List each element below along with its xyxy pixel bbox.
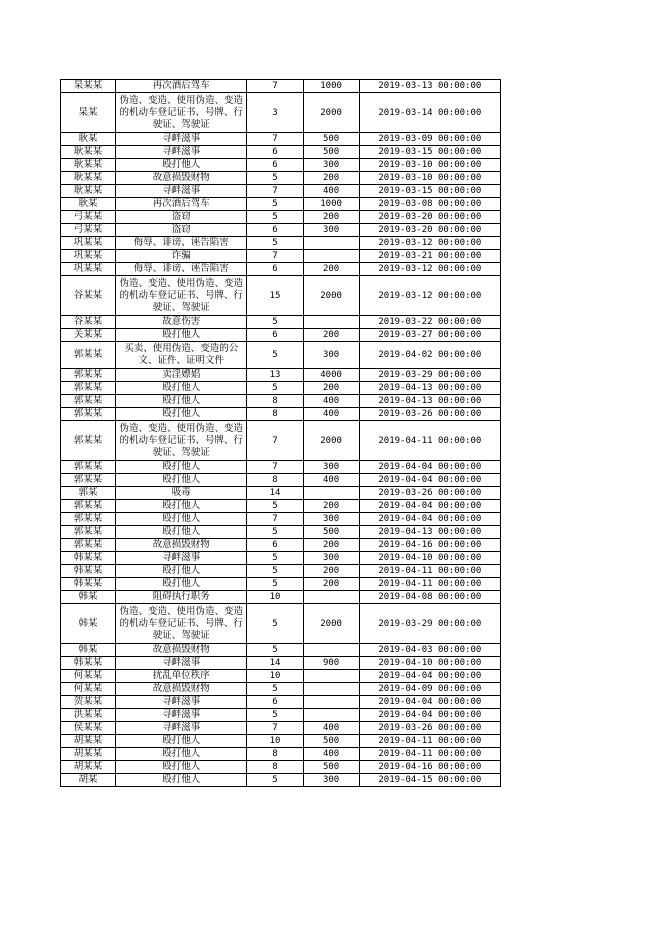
date-cell: 2019-04-13 00:00:00 <box>359 382 500 395</box>
days-cell: 5 <box>247 774 303 787</box>
offense-cell: 扰乱单位秩序 <box>116 670 247 683</box>
name-cell: 耿某 <box>61 198 116 211</box>
table-row <box>61 644 501 657</box>
fine-cell: 1000 <box>303 198 359 211</box>
days-cell: 6 <box>247 539 303 552</box>
table-row <box>61 748 501 761</box>
date-cell: 2019-03-29 00:00:00 <box>359 604 500 644</box>
name-cell: 何某某 <box>61 670 116 683</box>
days-cell: 8 <box>247 395 303 408</box>
fine-cell: 300 <box>303 159 359 172</box>
table-row <box>61 395 501 408</box>
date-cell: 2019-04-02 00:00:00 <box>359 342 500 369</box>
offense-cell: 侮辱、诽谤、诬告陷害 <box>116 237 247 250</box>
date-cell: 2019-04-04 00:00:00 <box>359 709 500 722</box>
fine-cell: 400 <box>303 395 359 408</box>
name-cell: 韩某 <box>61 644 116 657</box>
name-cell: 郭某某 <box>61 539 116 552</box>
table-row <box>61 565 501 578</box>
name-cell: 郭某某 <box>61 513 116 526</box>
name-cell: 郭某某 <box>61 395 116 408</box>
fine-cell: 200 <box>303 382 359 395</box>
table-row <box>61 342 501 369</box>
name-cell: 何某某 <box>61 683 116 696</box>
name-cell: 耿某某 <box>61 172 116 185</box>
table-row <box>61 93 501 133</box>
table-row <box>61 474 501 487</box>
name-cell: 郭某某 <box>61 421 116 461</box>
date-cell: 2019-03-21 00:00:00 <box>359 250 500 263</box>
fine-cell: 200 <box>303 578 359 591</box>
offense-cell: 吸毒 <box>116 487 247 500</box>
name-cell: 弓某某 <box>61 224 116 237</box>
offense-cell: 殴打他人 <box>116 395 247 408</box>
offense-cell: 故意损毁财物 <box>116 172 247 185</box>
name-cell: 杲某某 <box>61 80 116 93</box>
name-cell: 胡某某 <box>61 748 116 761</box>
date-cell: 2019-03-10 00:00:00 <box>359 159 500 172</box>
table-row <box>61 461 501 474</box>
name-cell: 侯某某 <box>61 722 116 735</box>
table-row <box>61 735 501 748</box>
name-cell: 韩某某 <box>61 578 116 591</box>
days-cell: 7 <box>247 80 303 93</box>
table-row <box>61 211 501 224</box>
date-cell: 2019-03-29 00:00:00 <box>359 369 500 382</box>
date-cell: 2019-03-15 00:00:00 <box>359 185 500 198</box>
table-row <box>61 146 501 159</box>
name-cell: 郭某某 <box>61 461 116 474</box>
days-cell: 15 <box>247 276 303 316</box>
date-cell: 2019-04-10 00:00:00 <box>359 552 500 565</box>
fine-cell: 200 <box>303 329 359 342</box>
days-cell: 8 <box>247 474 303 487</box>
date-cell: 2019-04-04 00:00:00 <box>359 513 500 526</box>
offense-cell: 再次酒后驾车 <box>116 80 247 93</box>
table-row <box>61 185 501 198</box>
date-cell: 2019-03-08 00:00:00 <box>359 198 500 211</box>
name-cell: 贺某某 <box>61 696 116 709</box>
offense-cell: 诈骗 <box>116 250 247 263</box>
table-row <box>61 683 501 696</box>
days-cell: 7 <box>247 250 303 263</box>
days-cell: 7 <box>247 185 303 198</box>
name-cell: 谷某某 <box>61 316 116 329</box>
offense-cell: 寻衅滋事 <box>116 722 247 735</box>
days-cell: 5 <box>247 382 303 395</box>
name-cell: 郭某某 <box>61 408 116 421</box>
table-row <box>61 369 501 382</box>
offense-cell: 殴打他人 <box>116 461 247 474</box>
fine-cell: 500 <box>303 735 359 748</box>
offense-cell: 殴打他人 <box>116 735 247 748</box>
date-cell: 2019-03-26 00:00:00 <box>359 408 500 421</box>
table-row <box>61 80 501 93</box>
days-cell: 5 <box>247 709 303 722</box>
days-cell: 6 <box>247 224 303 237</box>
days-cell: 10 <box>247 591 303 604</box>
fine-cell: 300 <box>303 774 359 787</box>
table-row <box>61 159 501 172</box>
name-cell: 韩某某 <box>61 565 116 578</box>
table-row <box>61 224 501 237</box>
date-cell: 2019-03-26 00:00:00 <box>359 722 500 735</box>
date-cell: 2019-03-13 00:00:00 <box>359 80 500 93</box>
name-cell: 巩某某 <box>61 250 116 263</box>
table-row <box>61 526 501 539</box>
date-cell: 2019-04-11 00:00:00 <box>359 735 500 748</box>
table-row <box>61 539 501 552</box>
fine-cell: 2000 <box>303 93 359 133</box>
days-cell: 5 <box>247 172 303 185</box>
offense-cell: 卖淫嫖娼 <box>116 369 247 382</box>
offense-cell: 殴打他人 <box>116 474 247 487</box>
date-cell: 2019-04-10 00:00:00 <box>359 657 500 670</box>
table-row <box>61 172 501 185</box>
date-cell: 2019-04-04 00:00:00 <box>359 474 500 487</box>
date-cell: 2019-03-12 00:00:00 <box>359 276 500 316</box>
table-row <box>61 198 501 211</box>
name-cell: 耿某某 <box>61 159 116 172</box>
name-cell: 郭某某 <box>61 342 116 369</box>
table-row <box>61 421 501 461</box>
days-cell: 5 <box>247 316 303 329</box>
table-row <box>61 487 501 500</box>
date-cell: 2019-03-12 00:00:00 <box>359 263 500 276</box>
fine-cell: 2000 <box>303 276 359 316</box>
date-cell: 2019-03-10 00:00:00 <box>359 172 500 185</box>
name-cell: 弓某某 <box>61 211 116 224</box>
name-cell: 杲某 <box>61 93 116 133</box>
table-row <box>61 263 501 276</box>
fine-cell <box>303 250 359 263</box>
fine-cell: 2000 <box>303 604 359 644</box>
name-cell: 巩某某 <box>61 263 116 276</box>
offense-cell: 故意损毁财物 <box>116 683 247 696</box>
table-row <box>61 657 501 670</box>
days-cell: 10 <box>247 670 303 683</box>
fine-cell <box>303 237 359 250</box>
fine-cell <box>303 683 359 696</box>
days-cell: 5 <box>247 578 303 591</box>
offense-cell: 伪造、变造、使用伪造、变造的机动车登记证书、号牌、行驶证、驾驶证 <box>116 276 247 316</box>
days-cell: 13 <box>247 369 303 382</box>
date-cell: 2019-03-22 00:00:00 <box>359 316 500 329</box>
fine-cell: 900 <box>303 657 359 670</box>
date-cell: 2019-04-13 00:00:00 <box>359 395 500 408</box>
name-cell: 洪某某 <box>61 709 116 722</box>
days-cell: 10 <box>247 735 303 748</box>
table-row <box>61 250 501 263</box>
date-cell: 2019-04-03 00:00:00 <box>359 644 500 657</box>
fine-cell: 500 <box>303 526 359 539</box>
days-cell: 14 <box>247 487 303 500</box>
offense-cell: 买卖、使用伪造、变造的公文、证件、证明文件 <box>116 342 247 369</box>
offense-cell: 殴打他人 <box>116 526 247 539</box>
table-row <box>61 604 501 644</box>
date-cell: 2019-03-09 00:00:00 <box>359 133 500 146</box>
offense-cell: 伪造、变造、使用伪造、变造的机动车登记证书、号牌、行驶证、驾驶证 <box>116 421 247 461</box>
days-cell: 5 <box>247 552 303 565</box>
table-row <box>61 696 501 709</box>
fine-cell: 200 <box>303 565 359 578</box>
table-row <box>61 237 501 250</box>
days-cell: 5 <box>247 565 303 578</box>
records-body <box>61 80 501 787</box>
fine-cell: 500 <box>303 133 359 146</box>
fine-cell: 500 <box>303 146 359 159</box>
offense-cell: 寻衅滋事 <box>116 185 247 198</box>
offense-cell: 盗窃 <box>116 224 247 237</box>
fine-cell: 500 <box>303 761 359 774</box>
name-cell: 谷某某 <box>61 276 116 316</box>
offense-cell: 寻衅滋事 <box>116 552 247 565</box>
days-cell: 6 <box>247 329 303 342</box>
table-row <box>61 709 501 722</box>
date-cell: 2019-03-20 00:00:00 <box>359 211 500 224</box>
date-cell: 2019-04-15 00:00:00 <box>359 774 500 787</box>
offense-cell: 寻衅滋事 <box>116 709 247 722</box>
name-cell: 耿某 <box>61 133 116 146</box>
fine-cell: 400 <box>303 185 359 198</box>
date-cell: 2019-03-12 00:00:00 <box>359 237 500 250</box>
fine-cell: 200 <box>303 211 359 224</box>
name-cell: 胡某 <box>61 774 116 787</box>
date-cell: 2019-04-16 00:00:00 <box>359 761 500 774</box>
offense-cell: 殴打他人 <box>116 565 247 578</box>
offense-cell: 殴打他人 <box>116 578 247 591</box>
fine-cell: 300 <box>303 513 359 526</box>
date-cell: 2019-04-09 00:00:00 <box>359 683 500 696</box>
fine-cell <box>303 709 359 722</box>
name-cell: 耿某某 <box>61 146 116 159</box>
fine-cell: 400 <box>303 722 359 735</box>
name-cell: 郭某某 <box>61 382 116 395</box>
table-row <box>61 382 501 395</box>
name-cell: 关某某 <box>61 329 116 342</box>
date-cell: 2019-04-04 00:00:00 <box>359 500 500 513</box>
date-cell: 2019-04-04 00:00:00 <box>359 670 500 683</box>
table-row <box>61 722 501 735</box>
name-cell: 郭某某 <box>61 369 116 382</box>
name-cell: 郭某 <box>61 487 116 500</box>
fine-cell: 300 <box>303 461 359 474</box>
days-cell: 6 <box>247 146 303 159</box>
fine-cell: 200 <box>303 539 359 552</box>
table-row <box>61 552 501 565</box>
days-cell: 8 <box>247 408 303 421</box>
date-cell: 2019-04-13 00:00:00 <box>359 526 500 539</box>
fine-cell <box>303 487 359 500</box>
days-cell: 14 <box>247 657 303 670</box>
days-cell: 7 <box>247 421 303 461</box>
days-cell: 6 <box>247 159 303 172</box>
date-cell: 2019-03-15 00:00:00 <box>359 146 500 159</box>
fine-cell <box>303 696 359 709</box>
days-cell: 5 <box>247 500 303 513</box>
table-row <box>61 591 501 604</box>
date-cell: 2019-04-11 00:00:00 <box>359 565 500 578</box>
offense-cell: 阻碍执行职务 <box>116 591 247 604</box>
days-cell: 6 <box>247 263 303 276</box>
offense-cell: 殴打他人 <box>116 408 247 421</box>
fine-cell: 200 <box>303 172 359 185</box>
days-cell: 6 <box>247 696 303 709</box>
date-cell: 2019-04-11 00:00:00 <box>359 748 500 761</box>
name-cell: 郭某某 <box>61 474 116 487</box>
days-cell: 5 <box>247 342 303 369</box>
fine-cell: 300 <box>303 342 359 369</box>
name-cell: 耿某某 <box>61 185 116 198</box>
date-cell: 2019-03-27 00:00:00 <box>359 329 500 342</box>
fine-cell: 200 <box>303 263 359 276</box>
offense-cell: 寻衅滋事 <box>116 696 247 709</box>
offense-cell: 故意损毁财物 <box>116 539 247 552</box>
days-cell: 5 <box>247 526 303 539</box>
days-cell: 7 <box>247 133 303 146</box>
table-row <box>61 329 501 342</box>
date-cell: 2019-04-11 00:00:00 <box>359 421 500 461</box>
days-cell: 7 <box>247 461 303 474</box>
name-cell: 巩某某 <box>61 237 116 250</box>
table-row <box>61 133 501 146</box>
offense-cell: 寻衅滋事 <box>116 133 247 146</box>
days-cell: 3 <box>247 93 303 133</box>
offense-cell: 侮辱、诽谤、诬告陷害 <box>116 263 247 276</box>
table-row <box>61 670 501 683</box>
fine-cell: 4000 <box>303 369 359 382</box>
fine-cell: 300 <box>303 224 359 237</box>
date-cell: 2019-04-04 00:00:00 <box>359 461 500 474</box>
name-cell: 韩某某 <box>61 657 116 670</box>
fine-cell <box>303 591 359 604</box>
days-cell: 5 <box>247 198 303 211</box>
date-cell: 2019-04-08 00:00:00 <box>359 591 500 604</box>
offense-cell: 殴打他人 <box>116 500 247 513</box>
offense-cell: 寻衅滋事 <box>116 146 247 159</box>
date-cell: 2019-04-11 00:00:00 <box>359 578 500 591</box>
fine-cell: 400 <box>303 408 359 421</box>
table-row <box>61 316 501 329</box>
offense-cell: 殴打他人 <box>116 382 247 395</box>
offense-cell: 故意伤害 <box>116 316 247 329</box>
days-cell: 5 <box>247 237 303 250</box>
table-row <box>61 513 501 526</box>
name-cell: 郭某某 <box>61 526 116 539</box>
fine-cell <box>303 670 359 683</box>
days-cell: 5 <box>247 683 303 696</box>
offense-cell: 殴打他人 <box>116 748 247 761</box>
date-cell: 2019-04-16 00:00:00 <box>359 539 500 552</box>
date-cell: 2019-03-20 00:00:00 <box>359 224 500 237</box>
days-cell: 7 <box>247 722 303 735</box>
name-cell: 韩某 <box>61 604 116 644</box>
fine-cell: 200 <box>303 500 359 513</box>
fine-cell: 400 <box>303 748 359 761</box>
days-cell: 5 <box>247 604 303 644</box>
table-row <box>61 500 501 513</box>
fine-cell: 2000 <box>303 421 359 461</box>
offense-cell: 殴打他人 <box>116 761 247 774</box>
days-cell: 5 <box>247 644 303 657</box>
fine-cell: 1000 <box>303 80 359 93</box>
offense-cell: 故意损毁财物 <box>116 644 247 657</box>
name-cell: 郭某某 <box>61 500 116 513</box>
offense-cell: 殴打他人 <box>116 329 247 342</box>
name-cell: 韩某 <box>61 591 116 604</box>
offense-cell: 寻衅滋事 <box>116 657 247 670</box>
date-cell: 2019-03-26 00:00:00 <box>359 487 500 500</box>
days-cell: 5 <box>247 211 303 224</box>
name-cell: 胡某某 <box>61 761 116 774</box>
days-cell: 8 <box>247 748 303 761</box>
fine-cell <box>303 644 359 657</box>
offense-cell: 再次酒后驾车 <box>116 198 247 211</box>
offense-cell: 殴打他人 <box>116 513 247 526</box>
days-cell: 8 <box>247 761 303 774</box>
date-cell: 2019-04-04 00:00:00 <box>359 696 500 709</box>
offense-cell: 殴打他人 <box>116 774 247 787</box>
table-row <box>61 761 501 774</box>
date-cell: 2019-03-14 00:00:00 <box>359 93 500 133</box>
records-table <box>60 79 501 787</box>
table-row <box>61 578 501 591</box>
fine-cell: 400 <box>303 474 359 487</box>
offense-cell: 伪造、变造、使用伪造、变造的机动车登记证书、号牌、行驶证、驾驶证 <box>116 93 247 133</box>
table-row <box>61 408 501 421</box>
offense-cell: 盗窃 <box>116 211 247 224</box>
table-row <box>61 276 501 316</box>
name-cell: 胡某某 <box>61 735 116 748</box>
days-cell: 7 <box>247 513 303 526</box>
offense-cell: 伪造、变造、使用伪造、变造的机动车登记证书、号牌、行驶证、驾驶证 <box>116 604 247 644</box>
offense-cell: 殴打他人 <box>116 159 247 172</box>
fine-cell: 300 <box>303 552 359 565</box>
table-row <box>61 774 501 787</box>
name-cell: 韩某某 <box>61 552 116 565</box>
fine-cell <box>303 316 359 329</box>
